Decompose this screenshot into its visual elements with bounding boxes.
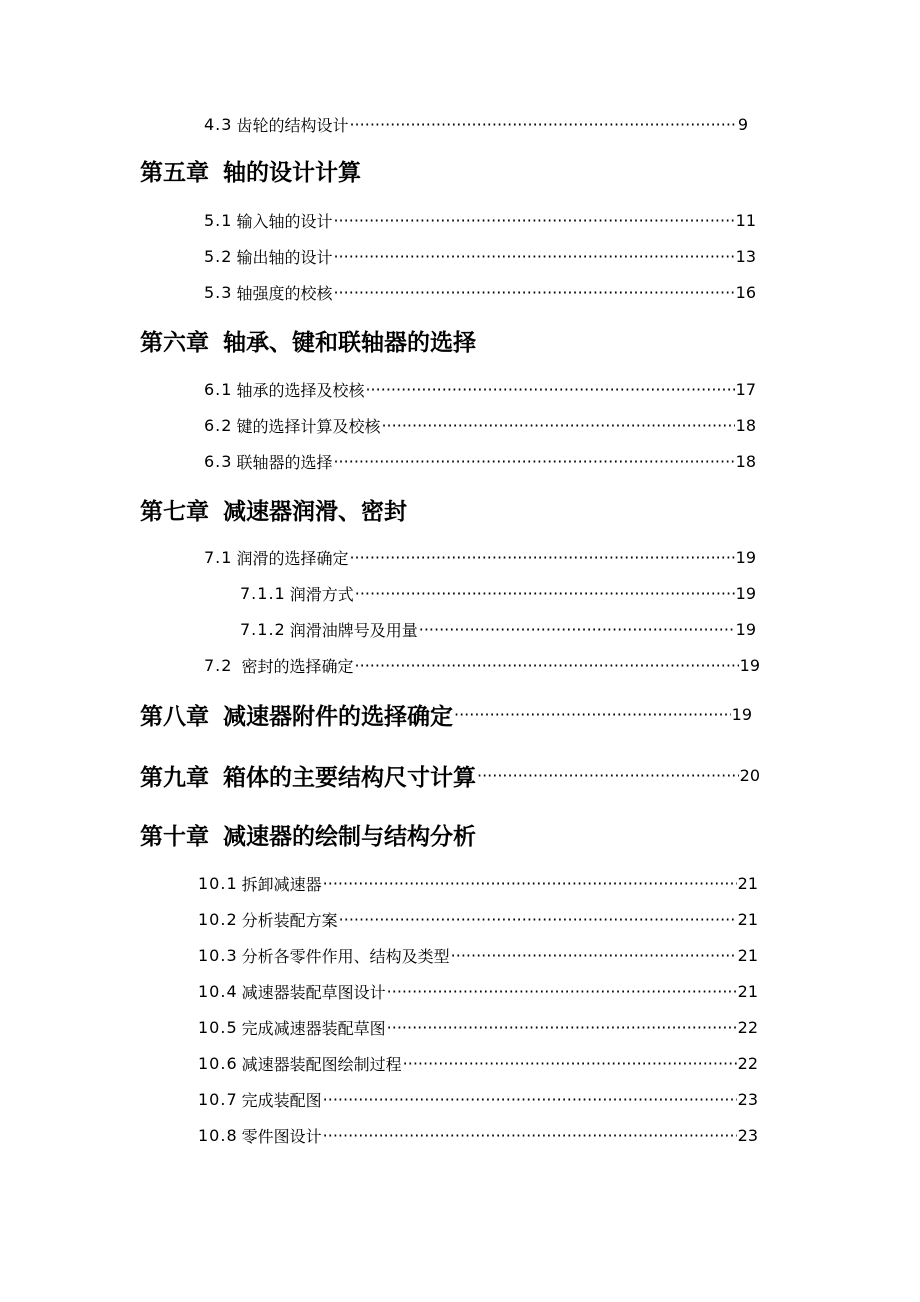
entry-number: 10.7	[198, 1089, 238, 1109]
toc-entry-10-7[interactable]	[198, 1087, 758, 1111]
toc-chapter-5[interactable]	[140, 158, 361, 186]
entry-page: 23	[737, 1125, 758, 1145]
entry-number: 10.5	[198, 1017, 238, 1037]
entry-title: 润滑油牌号及用量	[289, 620, 418, 640]
entry-title: 减速器装配图绘制过程	[241, 1054, 402, 1074]
entry-title: 轴承的选择及校核	[236, 380, 365, 400]
toc-entry-7-2[interactable]	[204, 653, 760, 677]
entry-page: 19	[731, 704, 752, 724]
entry-page: 11	[735, 210, 756, 230]
entry-number: 7.1.1	[240, 583, 286, 603]
toc-entry-10-1[interactable]	[198, 871, 758, 895]
leader-dots	[333, 247, 734, 266]
chapter-label: 第七章	[140, 498, 209, 525]
toc-chapter-7[interactable]	[140, 497, 407, 525]
entry-number: 5.1	[204, 210, 233, 230]
toc-chapter-10[interactable]	[140, 822, 476, 850]
entry-page: 16	[735, 282, 756, 302]
entry-page: 19	[735, 619, 756, 639]
leader-dots	[387, 982, 737, 1001]
entry-title: 输出轴的设计	[236, 247, 333, 267]
entry-page: 22	[737, 1017, 758, 1037]
entry-number: 6.2	[204, 415, 233, 435]
toc-entry-4-3[interactable]	[204, 112, 748, 136]
entry-number: 5.3	[204, 282, 233, 302]
chapter-title: 箱体的主要结构尺寸计算	[223, 764, 476, 791]
toc-entry-10-3[interactable]	[198, 943, 758, 967]
entry-page: 19	[739, 655, 760, 675]
toc-entry-7-1-2[interactable]	[240, 617, 756, 641]
toc-chapter-9[interactable]	[140, 763, 760, 791]
entry-number: 7.1	[204, 547, 233, 567]
entry-title: 齿轮的结构设计	[236, 115, 349, 135]
toc-entry-10-6[interactable]	[198, 1051, 758, 1075]
chapter-title: 减速器附件的选择确定	[223, 703, 453, 730]
toc-entry-5-1[interactable]	[204, 208, 756, 232]
entry-number: 10.2	[198, 909, 238, 929]
entry-number: 5.2	[204, 246, 233, 266]
entry-number: 4.3	[204, 114, 233, 134]
entry-title: 联轴器的选择	[236, 452, 333, 472]
entry-title: 分析装配方案	[241, 910, 338, 930]
entry-title: 轴强度的校核	[236, 283, 333, 303]
entry-number: 6.1	[204, 379, 233, 399]
entry-number: 7.1.2	[240, 619, 286, 639]
toc-entry-10-2[interactable]	[198, 907, 758, 931]
leader-dots	[381, 416, 734, 435]
toc-chapter-6[interactable]	[140, 328, 476, 356]
leader-dots	[349, 548, 734, 567]
toc-chapter-8[interactable]	[140, 702, 752, 730]
toc-entry-10-8[interactable]	[198, 1123, 758, 1147]
entry-page: 21	[737, 981, 758, 1001]
chapter-title: 减速器润滑、密封	[223, 498, 407, 525]
entry-title: 输入轴的设计	[236, 211, 333, 231]
entry-page: 18	[735, 415, 756, 435]
chapter-label: 第九章	[140, 764, 209, 791]
leader-dots	[477, 766, 739, 785]
entry-page: 19	[735, 547, 756, 567]
chapter-title: 减速器的绘制与结构分析	[223, 823, 476, 850]
entry-title: 润滑的选择确定	[236, 548, 349, 568]
entry-title: 完成装配图	[241, 1090, 322, 1110]
toc-entry-5-3[interactable]	[204, 280, 756, 304]
leader-dots	[355, 656, 739, 675]
chapter-title: 轴的设计计算	[223, 159, 361, 186]
leader-dots	[419, 620, 735, 639]
entry-number: 10.3	[198, 945, 238, 965]
entry-title: 密封的选择确定	[236, 656, 354, 676]
leader-dots	[365, 380, 734, 399]
leader-dots	[349, 115, 736, 134]
entry-page: 9	[737, 114, 748, 134]
entry-page: 13	[735, 246, 756, 266]
toc-entry-10-5[interactable]	[198, 1015, 758, 1039]
toc-entry-7-1-1[interactable]	[240, 581, 756, 605]
toc-entry-5-2[interactable]	[204, 244, 756, 268]
chapter-label: 第六章	[140, 329, 209, 356]
entry-title: 完成减速器装配草图	[241, 1018, 386, 1038]
entry-page: 21	[737, 945, 758, 965]
toc-entry-10-4[interactable]	[198, 979, 758, 1003]
entry-title: 润滑方式	[289, 584, 354, 604]
entry-page: 21	[737, 909, 758, 929]
leader-dots	[323, 1126, 737, 1145]
entry-title: 减速器装配草图设计	[241, 982, 386, 1002]
leader-dots	[323, 1090, 737, 1109]
toc-entry-6-1[interactable]	[204, 377, 756, 401]
entry-page: 21	[737, 873, 758, 893]
entry-page: 23	[737, 1089, 758, 1109]
leader-dots	[339, 910, 737, 929]
leader-dots	[454, 705, 731, 724]
entry-number: 10.1	[198, 873, 238, 893]
entry-number: 10.6	[198, 1053, 238, 1073]
chapter-title: 轴承、键和联轴器的选择	[223, 329, 476, 356]
entry-title: 键的选择计算及校核	[236, 416, 381, 436]
leader-dots	[333, 211, 734, 230]
entry-title: 分析各零件作用、结构及类型	[241, 946, 450, 966]
entry-number: 7.2	[204, 655, 233, 675]
toc-entry-6-3[interactable]	[204, 449, 756, 473]
leader-dots	[323, 874, 737, 893]
entry-title: 拆卸减速器	[241, 874, 322, 894]
entry-page: 17	[735, 379, 756, 399]
entry-page: 20	[739, 765, 760, 785]
toc-entry-6-2[interactable]	[204, 413, 756, 437]
leader-dots	[403, 1054, 737, 1073]
leader-dots	[451, 946, 737, 965]
leader-dots	[355, 584, 735, 603]
chapter-label: 第八章	[140, 703, 209, 730]
toc-entry-7-1[interactable]	[204, 545, 756, 569]
leader-dots	[333, 283, 734, 302]
entry-page: 22	[737, 1053, 758, 1073]
entry-number: 10.4	[198, 981, 238, 1001]
chapter-label: 第十章	[140, 823, 209, 850]
entry-title: 零件图设计	[241, 1126, 322, 1146]
entry-page: 18	[735, 451, 756, 471]
entry-page: 19	[735, 583, 756, 603]
entry-number: 10.8	[198, 1125, 238, 1145]
leader-dots	[333, 452, 734, 471]
entry-number: 6.3	[204, 451, 233, 471]
leader-dots	[387, 1018, 737, 1037]
chapter-label: 第五章	[140, 159, 209, 186]
